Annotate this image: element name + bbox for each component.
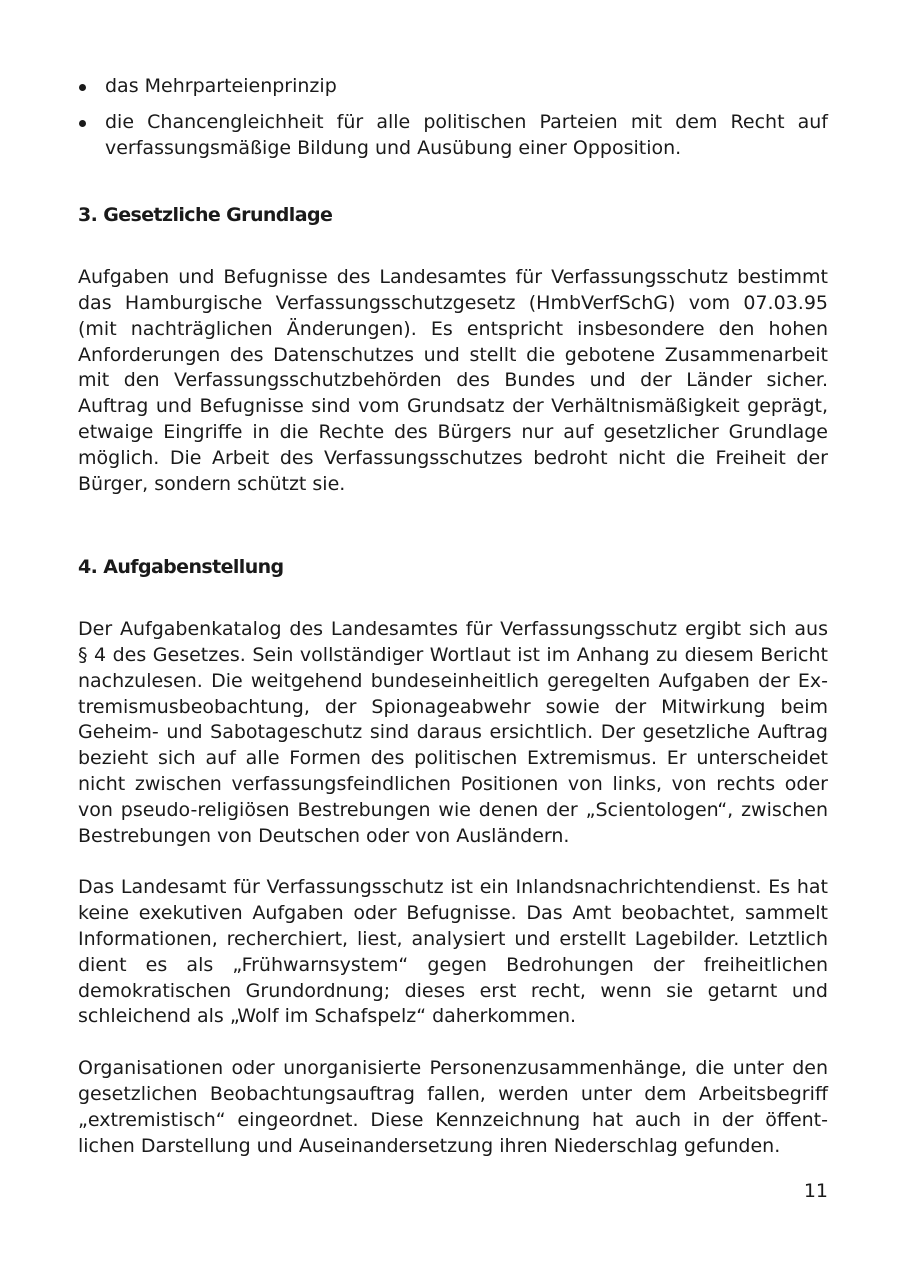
section-heading-gesetzliche-grundlage: 3. Gesetzliche Grundlage <box>78 204 333 227</box>
list-item-text: die Chancengleichheit für alle politischen Parteien mit dem Recht auf verfassungsmäßige Bildung und Ausübung einer Opposition. <box>105 110 828 159</box>
paragraph: Der Aufgabenkatalog des Landesamtes für Verfassungsschutz ergibt sich aus § 4 des Gesetzes. Sein vollständiger Wortlaut ist im Anhang zu diesem Bericht nachzulesen. Die weitgehend bundeseinheitlich geregelten Aufgaben der Extremismusbeobachtung, der Spionageabwehr sowie der Mitwirkung beim Geheim- und Sabotageschutz sind daraus ersichtlich. Der gesetzliche Auftrag bezieht sich auf alle Formen des politischen Extremismus. Er unterscheidet nicht zwischen verfassungsfeindlichen Positionen von links, von rechts oder von pseudo-religiösen Bestrebungen wie denen der „Scientologen“, zwischen Bestrebungen von Deutschen oder von Ausländern. <box>78 618 828 847</box>
section-heading-aufgabenstellung: 4. Aufgabenstellung <box>78 556 284 579</box>
paragraph: Das Landesamt für Verfassungsschutz ist ein Inlandsnachrichtendienst. Es hat keine exekutiven Aufgaben oder Befugnisse. Das Amt beobachtet, sammelt Informationen, recherchiert, liest, analysiert und erstellt Lagebilder. Letztlich dient es als „Frühwarnsystem“ gegen Bedrohungen der freiheitlichen demokratischen Grundordnung; dieses erst recht, wenn sie getarnt und schleichend als „Wolf im Schafspelz“ daherkommen. <box>78 876 828 1028</box>
page-number: 11 <box>803 1180 828 1202</box>
bullet-icon <box>79 84 86 91</box>
list-item <box>78 74 828 100</box>
list-item-text: das Mehrparteienprinzip <box>105 75 337 97</box>
paragraph: Aufgaben und Befugnisse des Landesamtes für Verfassungsschutz bestimmt das Hamburgische Verfassungsschutzgesetz (HmbVerfSchG) vom 07.03.95 (mit nachträglichen Änderungen). Es entspricht insbesondere den hohen Anforderungen des Datenschutzes und stellt die gebotene Zusammenarbeit mit den Verfassungsschutzbehörden des Bundes und der Länder sicher. Auftrag und Befugnisse sind vom Grundsatz der Verhältnismäßigkeit geprägt, etwaige Eingriffe in die Rechte des Bürgers nur auf gesetzlicher Grundlage möglich. Die Arbeit des Verfassungsschutzes bedroht nicht die Freiheit der Bürger, sondern schützt sie. <box>78 266 828 495</box>
paragraph: Organisationen oder unorganisierte Personenzusammenhänge, die unter den gesetzlichen Beobachtungsauftrag fallen, werden unter dem Arbeitsbegriff „extremistisch“ eingeordnet. Diese Kennzeichnung hat auch in der öffentlichen Darstellung und Auseinandersetzung ihren Niederschlag gefunden. <box>78 1057 828 1157</box>
bullet-list <box>78 74 828 161</box>
page-content <box>78 74 828 1159</box>
list-item <box>78 110 828 162</box>
bullet-icon <box>79 120 86 127</box>
